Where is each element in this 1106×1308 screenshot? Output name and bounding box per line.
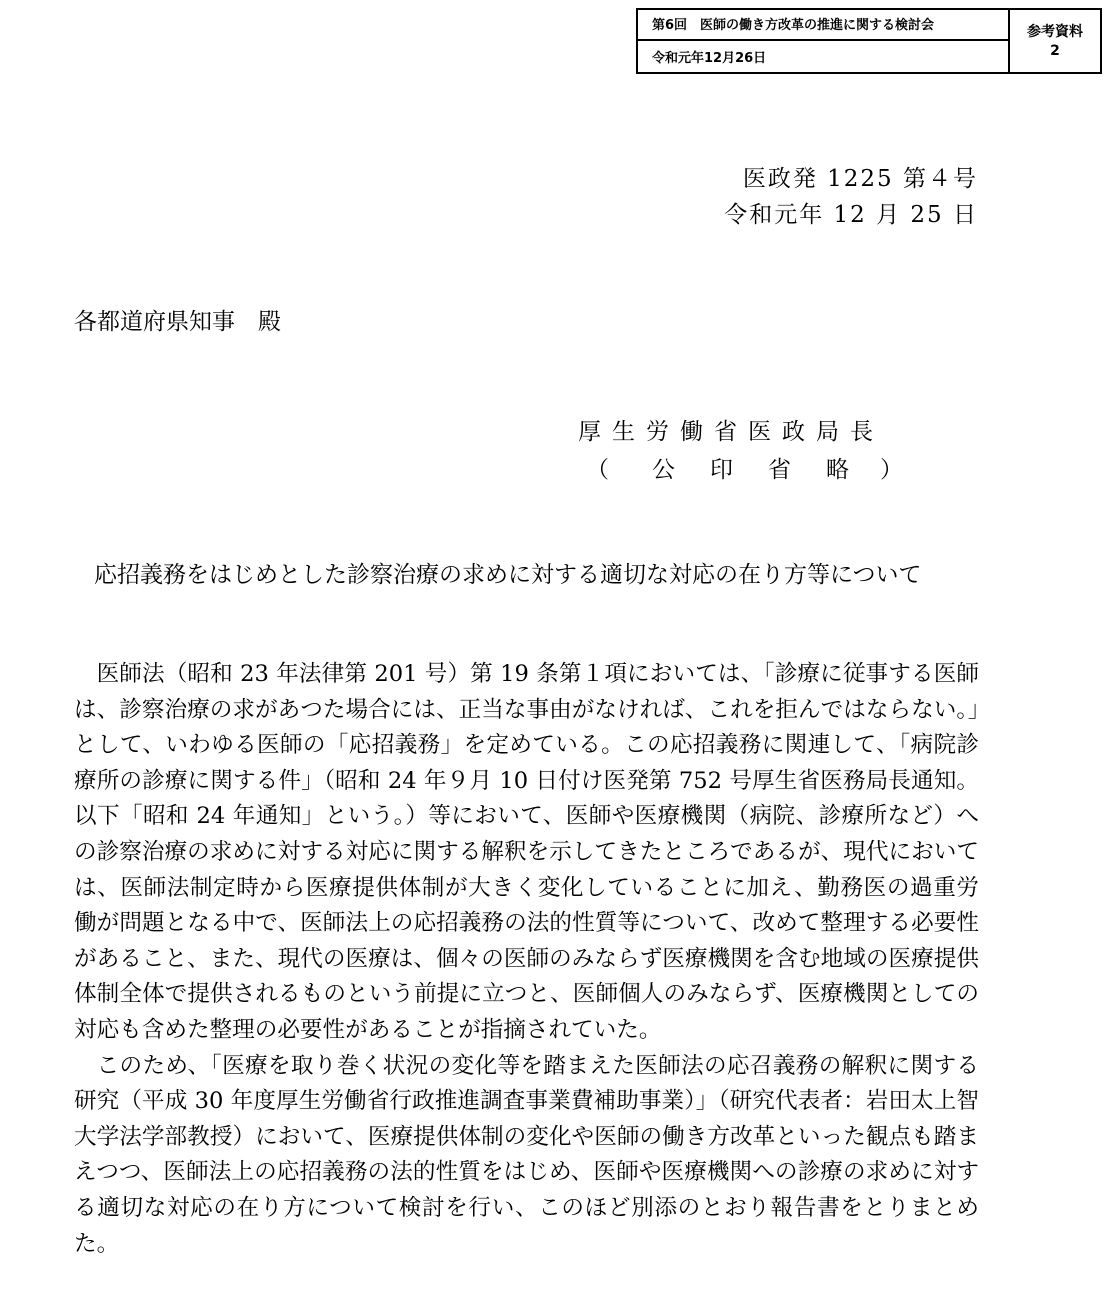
- seal-note-char: 略: [826, 457, 849, 483]
- document-date: 令和元年 12 月 25 日: [724, 202, 978, 228]
- document-number: 医政発 1225 第４号: [742, 166, 978, 192]
- reference-number: 2: [1050, 43, 1060, 59]
- reference-material-label: [1010, 10, 1100, 72]
- addressee: 各都道府県知事 殿: [74, 309, 281, 335]
- meeting-date: 令和元年12月26日: [652, 51, 767, 66]
- meeting-info-box: [636, 8, 1102, 74]
- document-subject: 応招義務をはじめとした診察治療の求めに対する適切な対応の在り方等について: [94, 562, 922, 588]
- body-paragraph: このため、「医療を取り巻く状況の変化等を踏まえた医師法の応召義務の解釈に関する研究（平成 30 年度厚生労働省行政推進調査事業費補助事業）」（研究代表者：岩田太上智大学法学部教授）において、医療提供体制の変化や医師の働き方改革といった観点も踏まえつつ、医師法上の応招義務の法的性質をはじめ、医師や医療機関への診療の求めに対する適切な対応の在り方について検討を行い、このほど別添のとおり報告書をとりまとめた。: [74, 1052, 979, 1257]
- seal-note-char: 印: [710, 457, 733, 483]
- seal-note-close-paren: ）: [880, 457, 903, 483]
- document-body: [74, 657, 979, 1262]
- seal-note-char: 省: [768, 457, 791, 483]
- body-paragraph: 医師法（昭和 23 年法律第 201 号）第 19 条第１項においては、「診療に従事する医師は、診察治療の求があつた場合には、正当な事由がなければ、これを拒んではならない。」として、いわゆる医師の「応招義務」を定めている。この応招義務に関連して、「病院診療所の診療に関する件」（昭和 24 年９月 10 日付け医発第 752 号厚生省医務局長通知。以下「昭和 24 年通知」という。）等において、医師や医療機関（病院、診療所など）への診察治療の求めに対する対応に関する解釈を示してきたところであるが、現代においては、医師法制定時から医療提供体制が大きく変化していることに加え、勤務医の過重労働が問題となる中で、医師法上の応招義務の法的性質等について、改めて整理する必要性があること、また、現代の医療は、個々の医師のみならず医療機関を含む地域の医療提供体制全体で提供されるものという前提に立つと、医師個人のみならず、医療機関としての対応も含めた整理の必要性があることが指摘されていた。: [74, 661, 979, 1043]
- seal-omitted-note: [586, 451, 902, 484]
- reference-label: 参考資料: [1027, 24, 1083, 40]
- meeting-info: [638, 10, 1010, 72]
- sender-title: 厚生労働省医政局長: [578, 419, 884, 445]
- seal-note-open-paren: （: [586, 457, 609, 483]
- seal-note-char: 公: [652, 457, 675, 483]
- meeting-title: 第6回 医師の働き方改革の推進に関する検討会: [638, 10, 1008, 41]
